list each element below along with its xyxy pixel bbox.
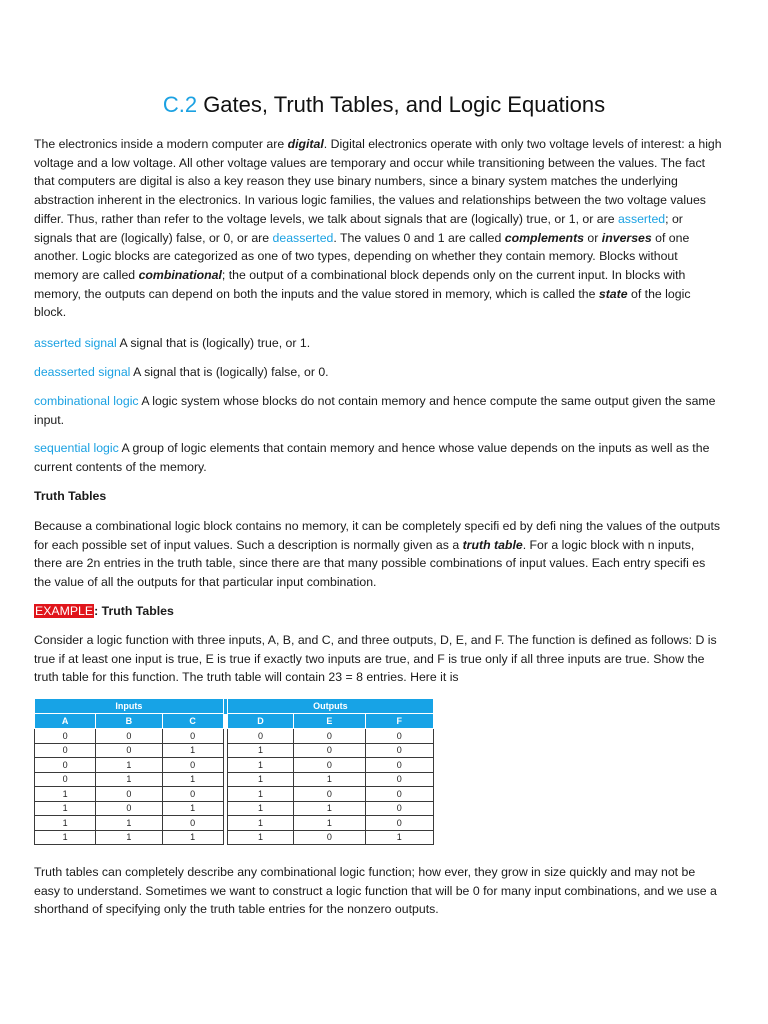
table-row <box>35 758 434 773</box>
table-cell: 1 <box>227 816 293 831</box>
emphasis-truth-table: truth table <box>462 537 523 552</box>
intro-text: . The values 0 and 1 are called <box>333 230 505 245</box>
column-header-d: D <box>227 714 293 729</box>
definition-text: A signal that is (logically) false, or 0. <box>130 365 329 379</box>
table-cell: 1 <box>162 772 223 787</box>
header-outputs: Outputs <box>227 699 433 714</box>
intro-text: The electronics inside a modern computer are <box>34 137 288 151</box>
table-cell: 1 <box>227 758 293 773</box>
column-header-a: A <box>35 714 96 729</box>
emphasis-digital: digital <box>287 137 324 151</box>
table-row <box>35 801 434 816</box>
intro-text: of the logic block. <box>34 286 691 320</box>
table-cell: 0 <box>35 729 96 744</box>
table-cell: 1 <box>162 830 223 845</box>
table-cell: 0 <box>365 787 433 802</box>
table-cell: 0 <box>162 787 223 802</box>
table-cell: 0 <box>365 801 433 816</box>
table-row <box>35 816 434 831</box>
truth-table <box>34 698 434 845</box>
table-cell: 1 <box>294 816 365 831</box>
table-cell: 1 <box>35 816 96 831</box>
emphasis-inverses: inverses <box>601 230 652 245</box>
table-cell: 1 <box>96 772 162 787</box>
table-cell: 0 <box>96 801 162 816</box>
intro-paragraph <box>34 135 724 322</box>
header-inputs: Inputs <box>35 699 224 714</box>
table-cell: 1 <box>162 743 223 758</box>
link-asserted[interactable]: asserted <box>617 211 666 226</box>
definition-sequential-logic <box>34 439 724 476</box>
intro-text: or <box>584 230 602 245</box>
table-cell: 0 <box>365 758 433 773</box>
table-cell: 1 <box>227 743 293 758</box>
truth-tables-paragraph <box>34 517 724 592</box>
link-deasserted[interactable]: deasserted <box>272 230 334 245</box>
intro-text: ; the output of a combinational block depends only on the current input. In blocks with memory, the outputs can depend on both the inputs and the value stored in memory, which is called the <box>34 267 686 301</box>
definition-term[interactable]: asserted signal <box>34 336 117 350</box>
table-cell: 0 <box>35 772 96 787</box>
table-cell: 0 <box>294 743 365 758</box>
intro-text: ; or signals that are (logically) false, or 0, or are <box>34 211 683 245</box>
table-cell: 0 <box>162 729 223 744</box>
table-cell: 1 <box>96 758 162 773</box>
table-cell: 0 <box>162 758 223 773</box>
emphasis-combinational: combinational <box>138 267 222 282</box>
table-cell: 0 <box>294 729 365 744</box>
table-cell: 0 <box>365 816 433 831</box>
intro-text: of one another. Logic blocks are categorized as one of two types, depending on whether they contain memory. Blocks without memory are called <box>34 230 690 282</box>
table-cell: 1 <box>227 801 293 816</box>
column-header-f: F <box>365 714 433 729</box>
definition-combinational-logic <box>34 392 724 429</box>
table-cell: 0 <box>35 743 96 758</box>
table-cell: 0 <box>162 816 223 831</box>
table-cell: 1 <box>227 830 293 845</box>
column-header-e: E <box>294 714 365 729</box>
table-cell: 0 <box>96 729 162 744</box>
definition-deasserted-signal <box>34 363 724 382</box>
table-cell: 1 <box>227 772 293 787</box>
definition-term[interactable]: deasserted signal <box>34 365 131 379</box>
definition-text: A group of logic elements that contain memory and hence whose value depends on the inputs as well as the current contents of the memory. <box>34 441 710 474</box>
definition-text: A logic system whose blocks do not contain memory and hence compute the same output given the same input. <box>34 394 716 427</box>
example-badge: EXAMPLE <box>35 604 94 618</box>
table-row <box>35 729 434 744</box>
table-cell: 0 <box>96 743 162 758</box>
title-text: Gates, Truth Tables, and Logic Equations <box>197 92 606 117</box>
table-cell: 0 <box>294 830 365 845</box>
table-row <box>35 743 434 758</box>
table-cell: 0 <box>35 758 96 773</box>
table-cell: 0 <box>365 743 433 758</box>
table-cell: 0 <box>365 772 433 787</box>
table-cell: 0 <box>294 758 365 773</box>
column-header-b: B <box>96 714 162 729</box>
emphasis-complements: complements <box>504 230 585 245</box>
emphasis-state: state <box>598 286 628 301</box>
table-cell: 1 <box>294 772 365 787</box>
closing-paragraph: Truth tables can completely describe any combinational logic function; how ever, they grow in size quickly and may not be easy to understand. Sometimes we want to construct a logic function that will be 0 for many input combinations, and we use a shorthand of specifying only the truth table entries for the nonzero outputs. <box>34 865 717 917</box>
example-title: : Truth Tables <box>94 604 174 618</box>
table-cell: 1 <box>96 816 162 831</box>
table-cell: 1 <box>35 801 96 816</box>
definition-asserted-signal <box>34 334 724 353</box>
table-cell: 0 <box>294 787 365 802</box>
table-cell: 0 <box>96 787 162 802</box>
table-cell: 1 <box>35 830 96 845</box>
definition-text: A signal that is (logically) true, or 1. <box>116 336 311 350</box>
table-row <box>35 830 434 845</box>
table-cell: 1 <box>294 801 365 816</box>
table-row <box>35 787 434 802</box>
table-row <box>35 772 434 787</box>
section-number: C.2 <box>162 92 198 117</box>
definition-term[interactable]: combinational logic <box>34 394 139 408</box>
section-heading-truth-tables: Truth Tables <box>34 489 107 503</box>
table-cell: 1 <box>35 787 96 802</box>
table-cell: 1 <box>96 830 162 845</box>
column-header-c: C <box>162 714 223 729</box>
example-heading <box>34 602 724 621</box>
table-group-header-row <box>35 699 434 714</box>
paragraph-text: . For a logic block with n inputs, there are 2n entries in the truth table, since there are that many possible combinations of input values. Each entry specifi es the value of all the outputs for that particular input combination. <box>34 537 706 590</box>
table-cell: 0 <box>227 729 293 744</box>
example-paragraph: Consider a logic function with three inputs, A, B, and C, and three outputs, D, E, and F. The function is defined as follows: D is true if at least one input is true, E is true if exactly two inputs are true, and F is true only if all three inputs are true. Show the truth table for this function. The truth table will contain 23 = 8 entries. Here it is <box>34 633 717 685</box>
table-cell: 0 <box>365 729 433 744</box>
table-column-header-row <box>35 714 434 729</box>
intro-text: . Digital electronics operate with only two voltage levels of interest: a high voltage and a low voltage. All other voltage values are temporary and occur while transitioning between the values. The fact that computers are digital is also a key reason they use binary numbers, since a binary system matches the underlying abstraction inherent in the electronics. In various logic families, the values and relationships between the two voltage values differ. Thus, rather than refer to the voltage levels, we talk about signals that are (logically) true, or 1, or are <box>34 137 722 226</box>
page-title <box>0 92 768 118</box>
table-cell: 1 <box>365 830 433 845</box>
paragraph-text: Because a combinational logic block contains no memory, it can be completely specifi ed by defi ning the values of the outputs for each possible set of input values. Such a description is normally given as a <box>34 519 721 552</box>
table-cell: 1 <box>162 801 223 816</box>
table-cell: 1 <box>227 787 293 802</box>
definition-term[interactable]: sequential logic <box>34 441 119 455</box>
